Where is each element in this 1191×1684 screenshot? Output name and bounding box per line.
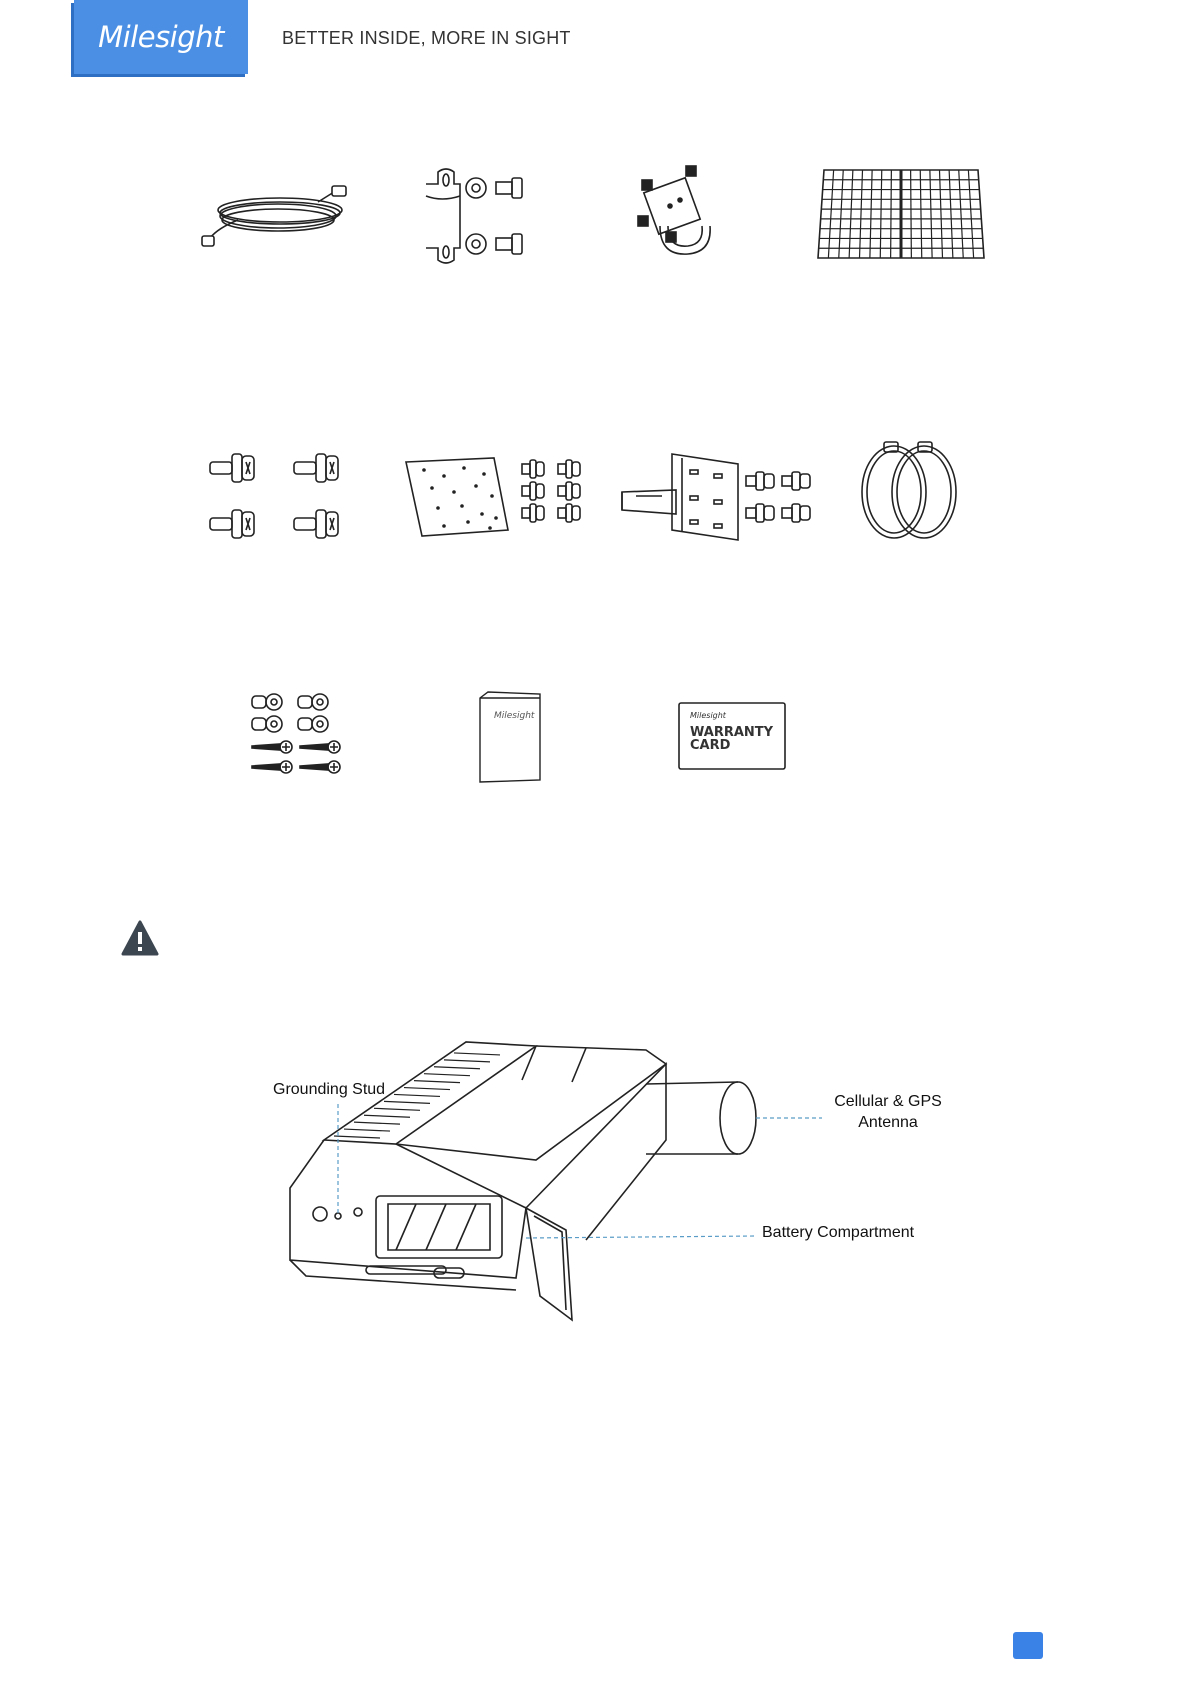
antenna-cable-icon [198,180,354,252]
wall-bracket-kit-icon [618,450,814,544]
logo-block [74,0,248,74]
page-number-badge [1013,1632,1043,1659]
warranty-card-icon [678,702,788,772]
hose-clamps-icon [858,440,962,542]
u-bolt-bracket-icon [632,166,728,262]
tagline: BETTER INSIDE, MORE IN SIGHT [282,28,571,48]
warranty-card-line2: CARD [690,738,731,753]
battery-compartment-label: Battery Compartment [762,1224,915,1241]
solar-panel-icon [816,168,986,260]
milesight-logo: Milesight [98,20,224,54]
cellular-label-line2: Antenna [858,1114,918,1131]
mounting-plate-kit-icon [404,456,580,538]
cellular-gps-antenna-label [818,1093,958,1132]
pipe-clamp-kit-icon [420,166,532,266]
cellular-label-line1: Cellular & GPS [834,1093,942,1110]
grounding-stud-label: Grounding Stud [273,1081,386,1098]
quick-guide-icon [478,690,544,784]
quick-guide-logo: Milesight [494,711,535,721]
warning-icon [121,920,159,961]
wall-plugs-screws-icon [252,692,342,778]
warranty-card-logo: Milesight [690,711,726,720]
screws-icon [210,452,354,544]
warranty-card-line1: WARRANTY [690,725,774,740]
